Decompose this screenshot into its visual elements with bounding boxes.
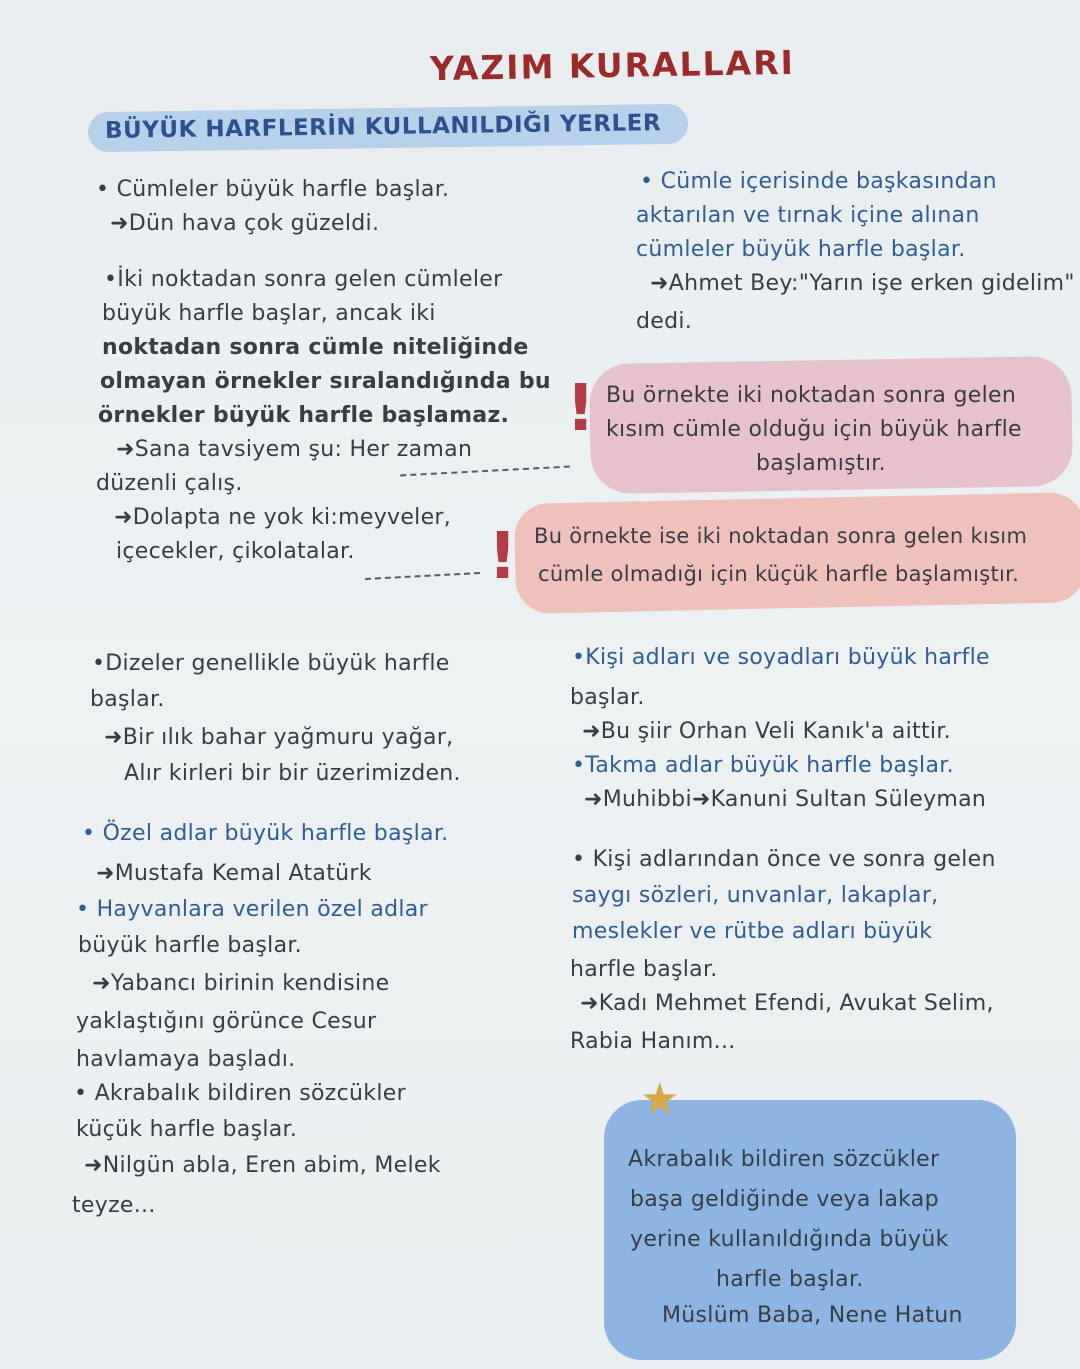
example-colon-1-line-1: ➜Sana tavsiyem şu: Her zaman xyxy=(116,437,473,462)
bluebox-example: Müslüm Baba, Nene Hatun xyxy=(662,1303,963,1328)
example-animal-line-2: yaklaştığını görünce Cesur xyxy=(76,1009,377,1034)
bluebox-line-2: başa geldiğinde veya lakap xyxy=(630,1187,939,1212)
example-kinship-line-1: ➜Nilgün abla, Eren abim, Melek xyxy=(84,1153,441,1178)
page-title: YAZIM KURALLARI xyxy=(429,42,796,89)
note1-line-1: Bu örnekte iki noktadan sonra gelen xyxy=(606,383,1017,408)
rule-quote-line-3: cümleler büyük harfle başlar. xyxy=(636,237,966,262)
example-quote-line-2: dedi. xyxy=(636,309,693,334)
example-kinship-line-2: teyze... xyxy=(72,1193,156,1218)
rule-titles-line-1: • Kişi adlarından önce ve sonra gelen xyxy=(572,847,996,872)
rule-colon-line-5: örnekler büyük harfle başlamaz. xyxy=(98,403,510,428)
example-colon-2-line-2: içecekler, çikolatalar. xyxy=(116,539,355,564)
example-animal-line-1: ➜Yabancı birinin kendisine xyxy=(92,971,390,996)
section-heading: BÜYÜK HARFLERİN KULLANILDIĞI YERLER xyxy=(104,110,662,144)
dashed-arrow-2 xyxy=(365,572,480,580)
rule-sentence-start: • Cümleler büyük harfle başlar. xyxy=(96,177,450,202)
example-nicknames: ➜Muhibbi➜Kanuni Sultan Süleyman xyxy=(584,787,987,812)
example-quote-line-1: ➜Ahmet Bey:"Yarın işe erken gidelim" xyxy=(650,271,1075,296)
bluebox-line-1: Akrabalık bildiren sözcükler xyxy=(628,1147,940,1172)
dashed-arrow-1 xyxy=(400,466,570,477)
example-titles-line-1: ➜Kadı Mehmet Efendi, Avukat Selim, xyxy=(580,991,994,1016)
rule-titles-line-4: harfle başlar. xyxy=(570,957,718,982)
rule-animal-names-line-2: büyük harfle başlar. xyxy=(78,933,302,958)
bluebox-line-4: harfle başlar. xyxy=(716,1267,864,1292)
rule-colon-line-4: olmayan örnekler sıralandığında bu xyxy=(100,369,551,394)
rule-titles-line-2: saygı sözleri, unvanlar, lakaplar, xyxy=(572,883,939,908)
rule-verses-line-2: başlar. xyxy=(90,687,165,712)
example-colon-2-line-1: ➜Dolapta ne yok ki:meyveler, xyxy=(114,505,452,530)
note1-line-2: kısım cümle olduğu için büyük harfle xyxy=(606,417,1022,442)
rule-colon-line-1: •İki noktadan sonra gelen cümleler xyxy=(104,267,503,292)
star-icon: ★ xyxy=(640,1074,680,1125)
rule-animal-names-line-1: • Hayvanlara verilen özel adlar xyxy=(76,897,428,922)
rule-kinship-line-2: küçük harfle başlar. xyxy=(76,1117,298,1142)
example-verses-line-1: ➜Bir ılık bahar yağmuru yağar, xyxy=(104,725,454,750)
rule-titles-line-3: meslekler ve rütbe adları büyük xyxy=(572,919,933,944)
rule-person-names-line-1: •Kişi adları ve soyadları büyük harfle xyxy=(572,645,990,670)
exclamation-icon: ! xyxy=(488,520,518,594)
note2-line-1: Bu örnekte ise iki noktadan sonra gelen kısım xyxy=(534,524,1028,548)
note2-line-2: cümle olmadığı için küçük harfle başlamıştır. xyxy=(538,562,1020,586)
rule-colon-line-3: noktadan sonra cümle niteliğinde xyxy=(102,335,529,360)
rule-quote-line-2: aktarılan ve tırnak içine alınan xyxy=(636,203,980,228)
rule-quote-line-1: • Cümle içerisinde başkasından xyxy=(640,169,997,194)
rule-kinship-line-1: • Akrabalık bildiren sözcükler xyxy=(74,1081,406,1106)
example-verses-line-2: Alır kirleri bir bir üzerimizden. xyxy=(124,761,461,786)
rule-nicknames: •Takma adlar büyük harfle başlar. xyxy=(572,753,954,778)
example-proper-names: ➜Mustafa Kemal Atatürk xyxy=(96,861,372,886)
rule-colon-line-2: büyük harfle başlar, ancak iki xyxy=(102,301,436,326)
exclamation-icon: ! xyxy=(566,372,596,446)
note-peach-box xyxy=(514,492,1080,614)
rule-proper-names: • Özel adlar büyük harfle başlar. xyxy=(82,821,449,846)
bluebox-line-3: yerine kullanıldığında büyük xyxy=(630,1227,949,1252)
rule-verses-line-1: •Dizeler genellikle büyük harfle xyxy=(92,651,450,676)
note1-line-3: başlamıştır. xyxy=(756,451,886,476)
example-titles-line-2: Rabia Hanım... xyxy=(570,1029,736,1054)
rule-person-names-line-2: başlar. xyxy=(570,685,645,710)
example-colon-1-line-2: düzenli çalış. xyxy=(96,471,243,496)
example-sentence-start: ➜Dün hava çok güzeldi. xyxy=(110,211,380,236)
example-animal-line-3: havlamaya başladı. xyxy=(76,1047,296,1072)
example-person-names: ➜Bu şiir Orhan Veli Kanık'a aittir. xyxy=(582,719,951,744)
